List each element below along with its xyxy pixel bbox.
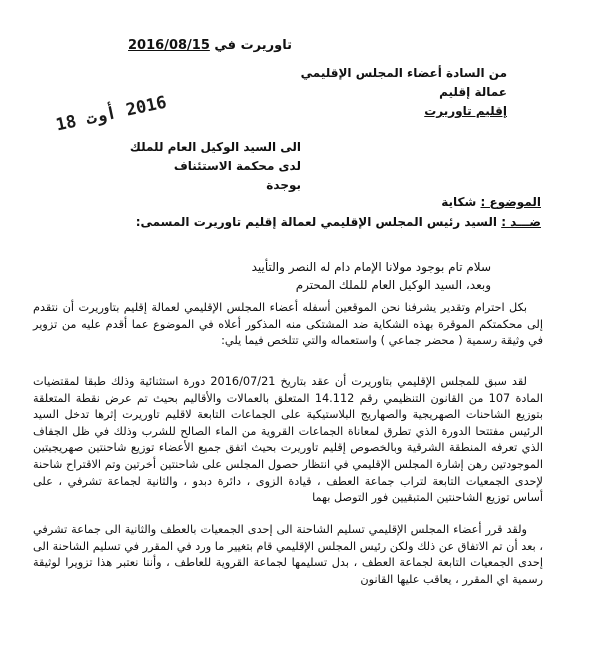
sender-line-1: من السادة أعضاء المجلس الإقليمي [300, 66, 507, 80]
sender-line-2: عمالة إقليم [439, 85, 507, 99]
paragraph-1-text: بكل احترام وتقدير يشرفنا نحن الموقعين أسفله أعضاء المجلس الإقليمي لعمالة إقليم بتاوريرت أن نتقدم إلى محكمتكم الموقرة بهذه الشكاية ضد المشتكى منه المذكور أعلاه في الموضوع عما أقدم عليه من تزوير في وثيقة رسمية ( محضر جماعي ) واستعماله والتي تتلخص فيما يلي: [33, 301, 543, 348]
sender-line-3: إقليم تاوريرت [424, 104, 507, 118]
subject-label: الموضوع : [480, 195, 541, 209]
paragraph-3-text: ولقد قرر أعضاء المجلس الإقليمي تسليم الشاحنة الى إحدى الجمعيات بالعطف والثانية الى جماعة تشرفي ، بعد أن تم الاتفاق عن ذلك ولكن رئيس المجلس الإقليمي قام بتغيير ما ورد في المقرر في تسليم الشاحنة الى إحدى الجمعيات التابعة لجماعة العطف ، بدل تسليمها لجماعة القروية للعاطف ، وأننا نعتبر هذا تزويرا لوثيقة رسمية اي المقرر ، يعاقب عليها القانون [33, 523, 543, 586]
recipient-line-3: بوجدة [266, 178, 301, 192]
salutation-line-1: سلام تام بوجود مولانا الإمام دام له النصر والتأييد [251, 260, 491, 274]
date-place: تاوريرت في [214, 38, 292, 53]
recipient-line-1: الى السيد الوكيل العام للملك [129, 140, 301, 154]
letter-date [125, 38, 295, 53]
salutation-block [71, 258, 491, 294]
recipient-line-2: لدى محكمة الاستئناف [173, 159, 301, 173]
salutation-line-2: وبعد، السيد الوكيل العام للملك المحترم [295, 278, 491, 292]
date-value: 2016/08/15 [128, 38, 210, 53]
paragraph-2-text: لقد سبق للمجلس الإقليمي بتاوريرت أن عقد بتاريخ 2016/07/21 دورة استثنائية وذلك طبقا لمقتضيات المادة 107 من القانون التنظيمي رقم 14.112 المتعلق بالعمالات والأقاليم بحيث تم عرض نقطة المتعلقة بتوزيع الشاحنات الصهريجية والصهاريج البلاستيكية على الجماعات التابعة لاقليم تاوريرت إثرها تدخل السيد الرئيس مفتتحا الدورة الذي تطرق لمعاناة الجماعات القروية من الماء الصالح للشرب وذلك في ظل الجفاف الذي تعرفه المنطقة الشرقية وبالخصوص إقليم تاوريرت بحيث اتفق جميع الأعضاء توزيع شاحنتين صهريجيتين الموجودتين رهن إشارة المجلس الإقليمي في انتظار حصول المجلس على شاحنتين أخرتين وتم الاقتراح شاحنة لإحدى الجمعيات التابعة لتراب جماعة العطف ، قيادة الزوى ، دائرة دبدو ، والثانية لجماعة تشرفي ، على أساس توزيع الشاحنتين المتبقيين فور التوصل بهما [33, 375, 543, 505]
subject-block [81, 192, 541, 232]
subject-value: شكاية [441, 195, 477, 209]
against-line [81, 212, 541, 232]
subject-line [81, 192, 541, 212]
recipient-block [101, 138, 301, 195]
against-label: ضـــد : [501, 215, 541, 229]
paragraph-3 [33, 522, 543, 588]
paragraph-2 [33, 374, 543, 507]
sender-block [287, 64, 507, 121]
received-stamp: 2016 أوت 18 [54, 92, 169, 136]
paragraph-1 [33, 300, 543, 350]
against-value: السيد رئيس المجلس الإقليمي لعمالة إقليم تاوريرت المسمى: [135, 215, 497, 229]
